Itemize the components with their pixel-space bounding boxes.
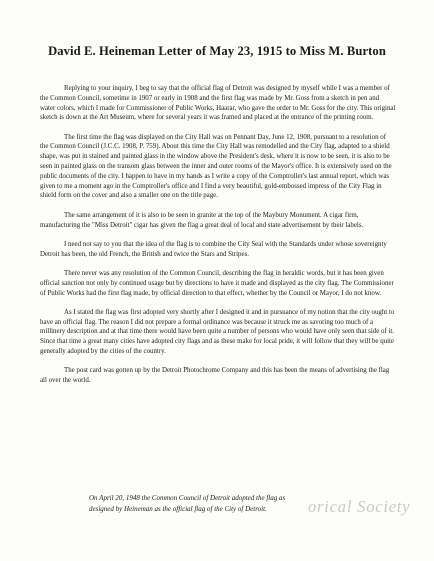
- letter-body: [40, 84, 396, 395]
- paragraph-3: The same arrangement of it is also to be seen in granite at the top of the Maybury Monument. A cigar firm, manufacturing the "Miss Detroit" cigar has given the flag a great deal of local and state advertisement by their labels.: [40, 211, 364, 229]
- paragraph-2: The first time the flag was displayed on the City Hall was on Pennant Day, June 12, 1908, pursuant to a resolution of the Common Council (J.C.C. 1908, P. 759). About this time the City Hall was remodelled and the City flag, adapted to a shield shape, was put in stained and painted glass in the window above the President's desk, where it is now to be seen, it is also to be seen in painted glass on the transom glass between the inner and outer rooms of the Mayor's office. It is extensively used on the public documents of the city. I happen to have in my hands as I write a copy of the Comptroller's last annual report, which was given to me a moment ago in the Comptroller's office and I find a very beautiful, gold-embossed impress of the City Flag in shield form on the cover and also a smaller one on the title page.: [40, 133, 392, 200]
- footnote: [89, 493, 389, 515]
- watermark: orical Society: [308, 497, 411, 516]
- paragraph-1: Replying to your inquiry, I beg to say that the official flag of Detroit was designed by myself while I was a member of the Common Council, sometime in 1907 or early in 1908 and the first flag was made by Mr. Goss from a sketch in pen and water colors, which I made for Commissioner of Public Works, Haarar, who gave the order to Mr. Goss for the city. This original sketch is down at the Art Museum, where for several years it was framed and placed at the entrance of the printing room.: [40, 85, 396, 122]
- paragraph-6: As I stated the flag was first adopted very shortly after I designed it and in pursuance of my notion that the city ought to have an official flag. The reason I did not prepare a formal ordinance was because it struck me as savoring too much of a millinery description and at that time there would have been quite a number of persons who would have only seen that side of it. Since that time a great many cities have adopted city flags and as these make for local pride, it will follow that they will be quite generally adopted by the cities of the country.: [40, 308, 395, 356]
- footnote-line-2: designed by Heineman as the official flag of the City of Detroit.: [89, 505, 267, 513]
- page-title: David E. Heineman Letter of May 23, 1915 to Miss M. Burton: [48, 44, 386, 58]
- paragraph-7: The post card was gotten up by the Detroit Photochrome Company and this has been the means of advertising the flag all over the world.: [40, 367, 390, 385]
- paragraph-4: I need not say to you that the idea of the flag is to combine the City Seal with the Standards under whose sovereignty Detroit has been, the old French, the British and twice the Stars and Stripes.: [40, 240, 387, 258]
- footnote-line-1: On April 20, 1948 the Common Council of Detroit adopted the flag as: [89, 494, 286, 502]
- paragraph-5: There never was any resolution of the Common Council, describing the flag in heraldic words, but it has been given official sanction not only by continued usage but by directions to have it made and displayed as the city flag. The Commissioner of Public Works had the first flag made, by official direction to that effect, whether by the Council or Mayor, I do not know.: [40, 269, 394, 297]
